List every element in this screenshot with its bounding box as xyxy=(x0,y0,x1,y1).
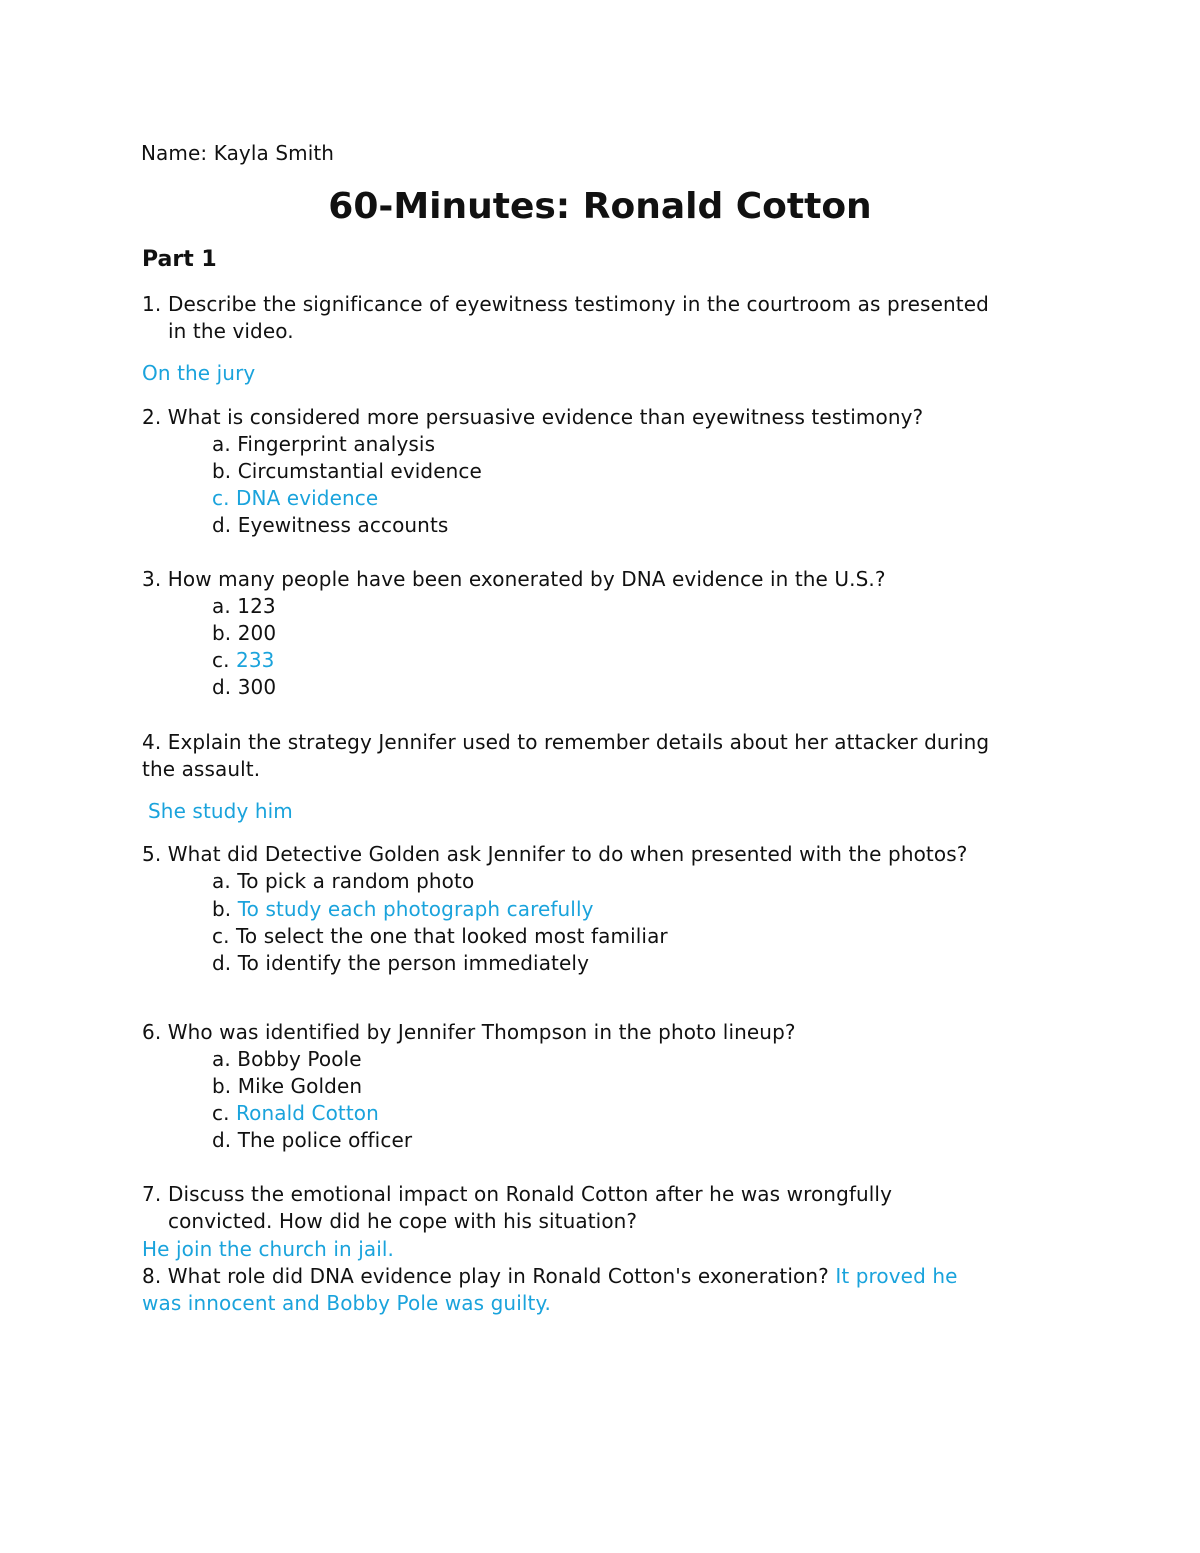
q4-text-line1: 4. Explain the strategy Jennifer used to remember details about her attacker during xyxy=(142,730,990,754)
q8-answer-part2: was innocent and Bobby Pole was guilty. xyxy=(142,1291,551,1315)
q7-text-line1: Discuss the emotional impact on Ronald Cotton after he was wrongfully xyxy=(168,1182,893,1206)
q5-option-b-value: To study each photograph carefully xyxy=(237,897,594,921)
q7-answer: He join the church in jail. xyxy=(142,1237,394,1261)
q2-option-a: a. Fingerprint analysis xyxy=(212,432,436,456)
q7-text-line2: convicted. How did he cope with his situation? xyxy=(168,1209,638,1233)
q3-option-c-value: 233 xyxy=(236,648,275,672)
q2-option-d: d. Eyewitness accounts xyxy=(212,513,449,537)
q2-option-c: c. DNA evidence xyxy=(212,486,379,510)
q2-text: 2. What is considered more persuasive evidence than eyewitness testimony? xyxy=(142,405,924,429)
q5-option-b xyxy=(212,896,594,923)
q1-text-line1: Describe the significance of eyewitness testimony in the courtroom as presented xyxy=(168,292,989,316)
q6-option-b: b. Mike Golden xyxy=(212,1074,363,1098)
q6-option-c xyxy=(212,1100,379,1127)
q5-text: 5. What did Detective Golden ask Jennifer to do when presented with the photos? xyxy=(142,842,968,866)
q4-text-line2: the assault. xyxy=(142,757,261,781)
q5-option-c: c. To select the one that looked most familiar xyxy=(212,924,668,948)
name-line: Name: Kayla Smith xyxy=(141,141,335,165)
q4-answer: She study him xyxy=(148,799,293,823)
q6-option-d: d. The police officer xyxy=(212,1128,413,1152)
q6-option-c-letter: c. xyxy=(212,1101,230,1125)
q1-text-line2: in the video. xyxy=(168,319,294,343)
q6-option-a: a. Bobby Poole xyxy=(212,1047,362,1071)
q5-option-d: d. To identify the person immediately xyxy=(212,951,590,975)
q1-answer: On the jury xyxy=(142,361,256,385)
q8-line1 xyxy=(142,1263,958,1290)
q5-option-b-letter: b. xyxy=(212,897,232,921)
q3-option-a: a. 123 xyxy=(212,594,276,618)
q6-text: 6. Who was identified by Jennifer Thompson in the photo lineup? xyxy=(142,1020,796,1044)
q8-text: 8. What role did DNA evidence play in Ronald Cotton's exoneration? xyxy=(142,1264,829,1288)
q3-option-b: b. 200 xyxy=(212,621,277,645)
q1-number: 1. xyxy=(142,292,162,316)
q8-answer-part1: It proved he xyxy=(835,1264,958,1288)
q7-number: 7. xyxy=(142,1182,162,1206)
q5-option-a: a. To pick a random photo xyxy=(212,869,475,893)
q6-option-c-value: Ronald Cotton xyxy=(236,1101,379,1125)
part-heading: Part 1 xyxy=(142,247,217,272)
q2-option-b: b. Circumstantial evidence xyxy=(212,459,482,483)
q3-option-d: d. 300 xyxy=(212,675,277,699)
q3-option-c-letter: c. xyxy=(212,648,230,672)
q3-option-c xyxy=(212,647,275,674)
document-title: 60-Minutes: Ronald Cotton xyxy=(328,186,872,227)
q3-text: 3. How many people have been exonerated by DNA evidence in the U.S.? xyxy=(142,567,886,591)
